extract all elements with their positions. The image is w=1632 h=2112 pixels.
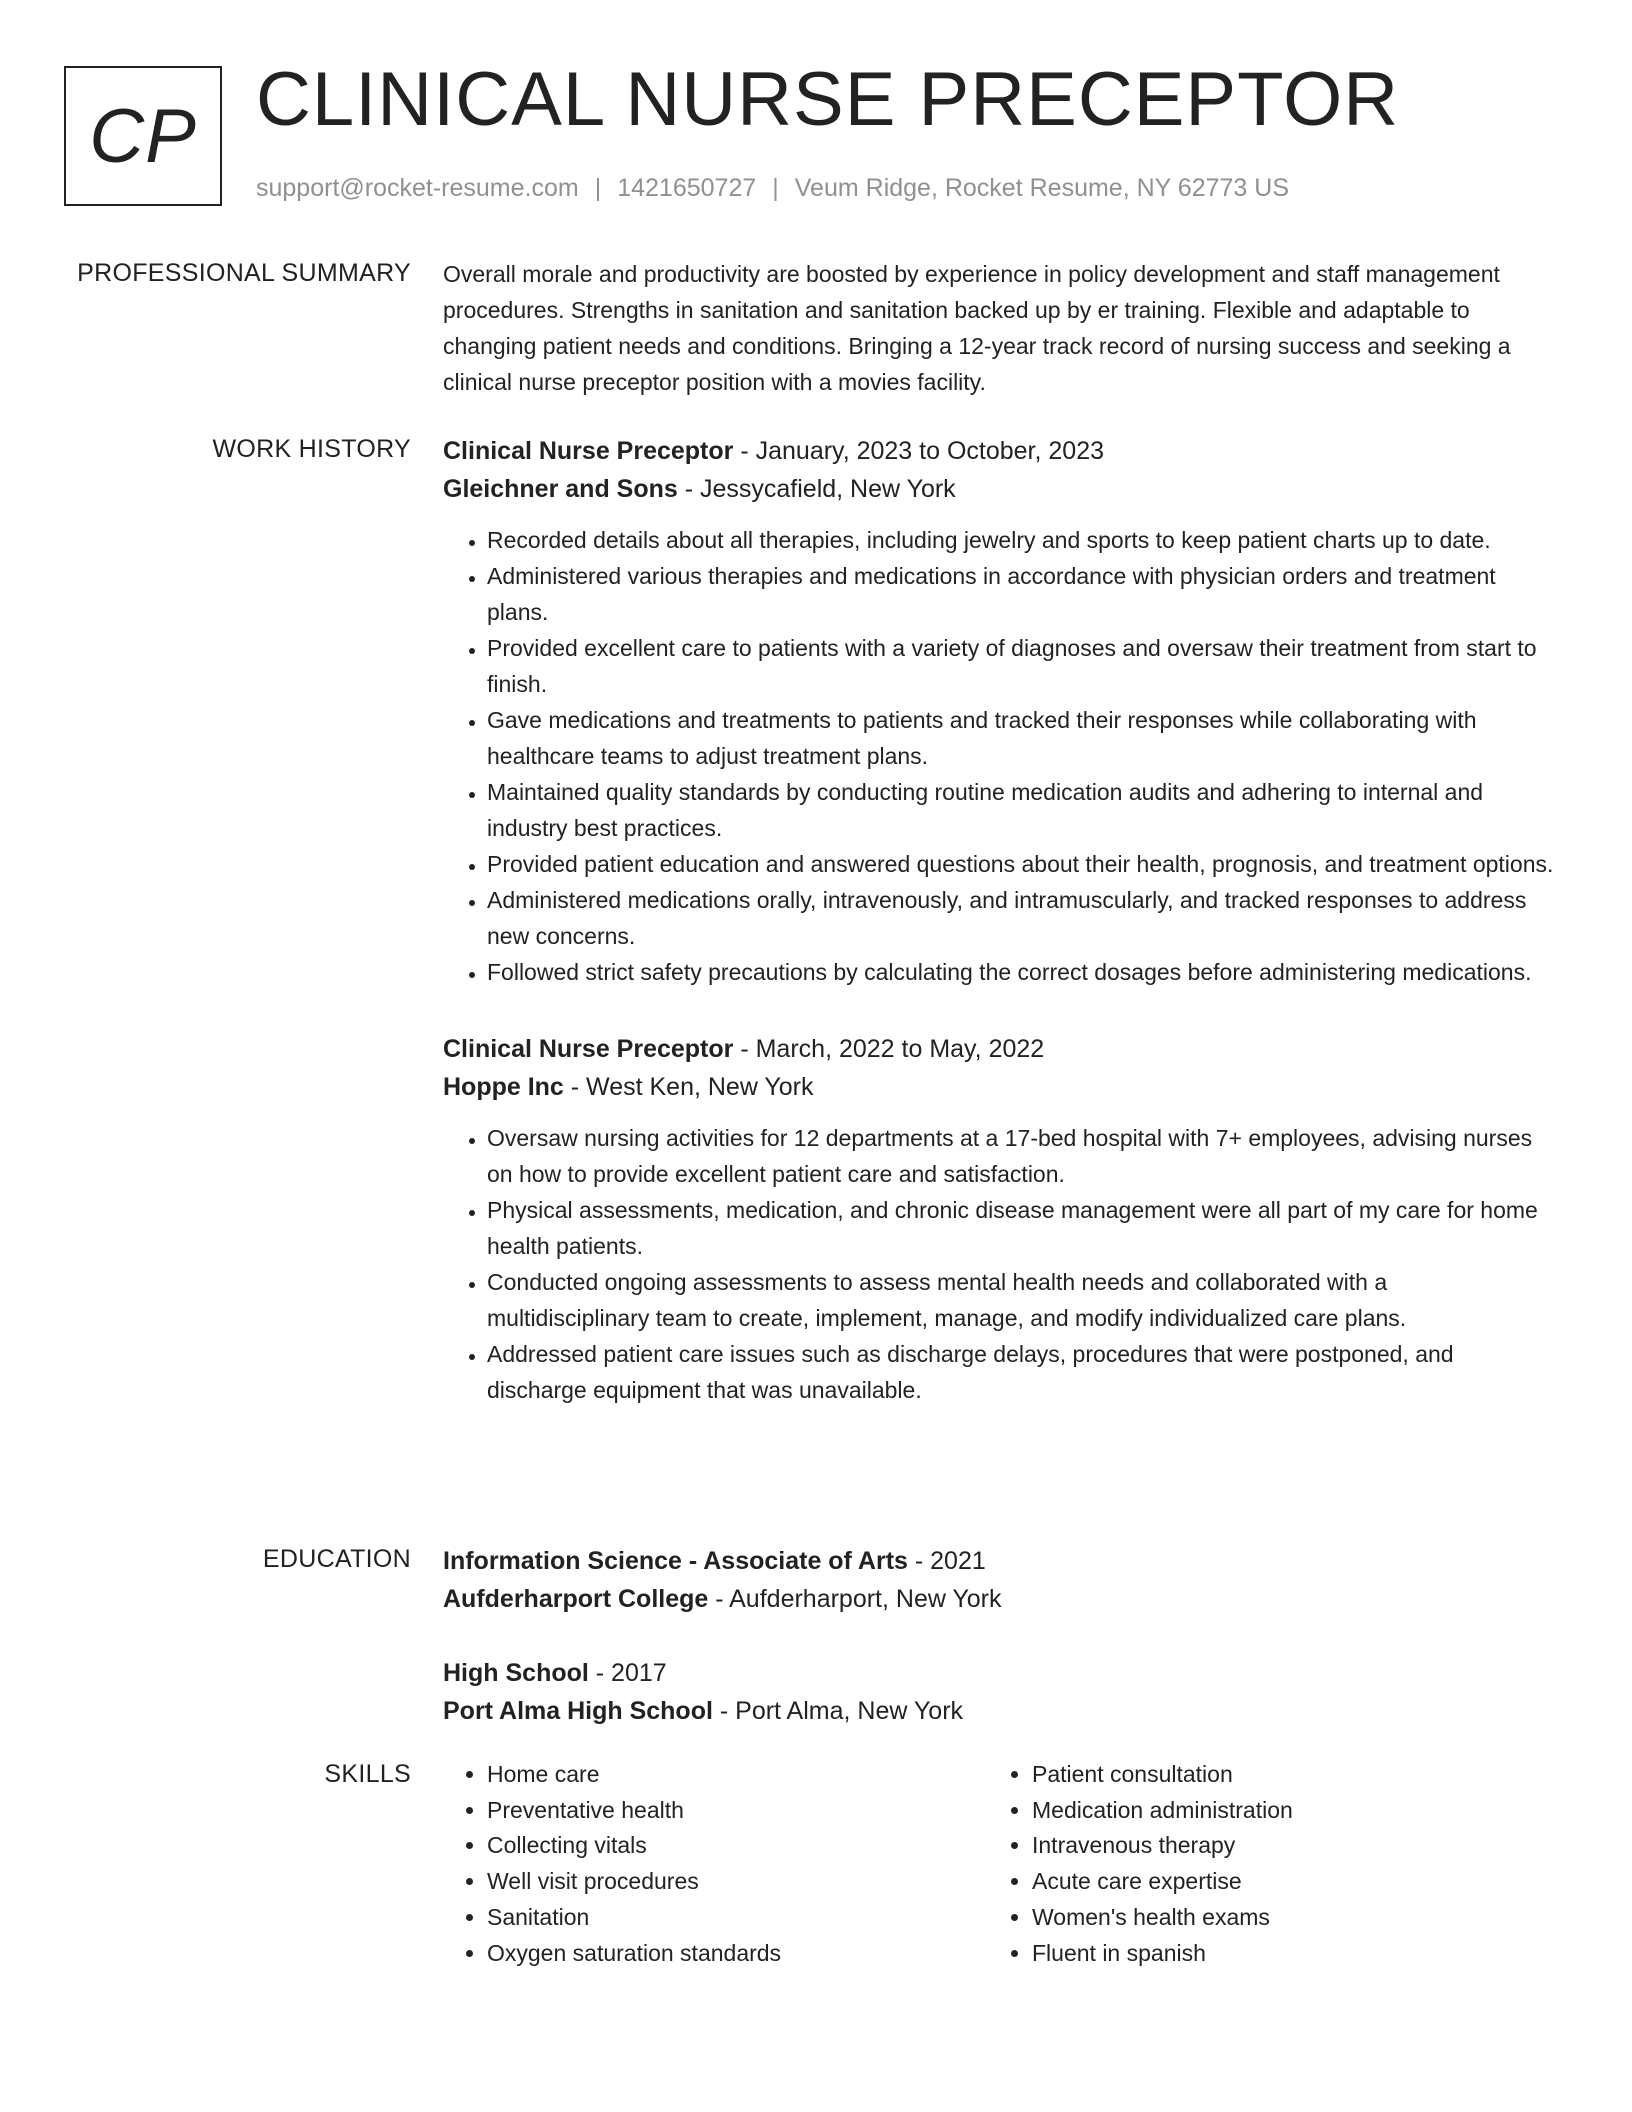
job-bullet: • Maintained quality standards by conducting routine medication audits and adhering to internal and industry best practices. (487, 774, 1555, 846)
job-company-line (443, 1068, 1555, 1106)
education-degree: Information Science - Associate of Arts (443, 1547, 908, 1575)
resume-name: CLINICAL NURSE PRECEPTOR (256, 57, 1400, 142)
job-company-line (443, 470, 1555, 508)
education-entry (443, 1654, 1555, 1730)
skill-item: • Well visit procedures (487, 1864, 988, 1900)
job-bullet: • Provided patient education and answered questions about their health, prognosis, and treatment options. (487, 846, 1555, 882)
job-bullet: • Oversaw nursing activities for 12 departments at a 17-bed hospital with 7+ employees, advising nurses on how to provide excellent patient care and satisfaction. (487, 1120, 1555, 1192)
job-bullet: • Addressed patient care issues such as discharge delays, procedures that were postponed, and discharge equipment that was unavailable. (487, 1336, 1555, 1408)
skill-item: • Preventative health (487, 1793, 988, 1829)
skills-column-right (988, 1757, 1533, 1971)
job-entry (443, 432, 1555, 990)
skill-item: • Collecting vitals (487, 1828, 988, 1864)
skill-item: • Intravenous therapy (1032, 1828, 1533, 1864)
education-school: Aufderharport College (443, 1585, 709, 1613)
job-dates: - March, 2022 to May, 2022 (733, 1035, 1045, 1063)
education-location: - Aufderharport, New York (708, 1585, 1002, 1613)
summary-body (443, 256, 1555, 400)
job-bullet: • Administered medications orally, intravenously, and intramuscularly, and tracked responses to address new concerns. (487, 882, 1555, 954)
education-degree-line (443, 1654, 1555, 1692)
skill-item: • Fluent in spanish (1032, 1936, 1533, 1972)
skills-list (988, 1757, 1533, 1971)
job-title-line (443, 1030, 1555, 1068)
skill-item: • Sanitation (487, 1900, 988, 1936)
contact-phone: 1421650727 (617, 174, 757, 202)
job-bullet: • Recorded details about all therapies, including jewelry and sports to keep patient charts up to date. (487, 522, 1555, 558)
job-bullet-list (443, 522, 1555, 990)
job-dates: - January, 2023 to October, 2023 (733, 437, 1104, 465)
skills-column-left (443, 1757, 988, 1971)
skill-item: • Home care (487, 1757, 988, 1793)
job-bullet: • Administered various therapies and medications in accordance with physician orders and treatment plans. (487, 558, 1555, 630)
skills-grid (443, 1757, 1555, 1971)
monogram-initials: CP (89, 93, 197, 179)
contact-separator: | (772, 174, 779, 202)
job-location: - Jessycafield, New York (677, 475, 956, 503)
section-label-skills: SKILLS (324, 1760, 411, 1788)
job-bullet: • Physical assessments, medication, and chronic disease management were all part of my care for home health patients. (487, 1192, 1555, 1264)
education-location: - Port Alma, New York (712, 1697, 964, 1725)
skill-item: • Patient consultation (1032, 1757, 1533, 1793)
contact-separator: | (594, 174, 602, 202)
education-school: Port Alma High School (443, 1697, 713, 1725)
job-title: Clinical Nurse Preceptor (443, 1035, 734, 1063)
section-label-work: WORK HISTORY (212, 435, 411, 463)
job-location: - West Ken, New York (563, 1073, 814, 1101)
education-body (443, 1542, 1555, 1766)
contact-email: support@rocket-resume.com (256, 174, 579, 202)
summary-text: Overall morale and productivity are boosted by experience in policy development and staff management procedures. Strengths in sanitation and sanitation backed up by er training. Flexible and adaptable to changing patient needs and conditions. Bringing a 12-year track record of nursing success and seeking a clinical nurse preceptor position with a movies facility. (443, 261, 1511, 395)
job-entry (443, 1030, 1555, 1408)
job-bullet: • Provided excellent care to patients with a variety of diagnoses and oversaw their treatment from start to finish. (487, 630, 1555, 702)
section-label-education: EDUCATION (262, 1545, 411, 1573)
job-title: Clinical Nurse Preceptor (443, 437, 734, 465)
work-body (443, 432, 1555, 1448)
job-company: Hoppe Inc (443, 1073, 564, 1101)
contact-address: Veum Ridge, Rocket Resume, NY 62773 US (794, 174, 1290, 202)
job-bullet: • Gave medications and treatments to patients and tracked their responses while collaborating with healthcare teams to adjust treatment plans. (487, 702, 1555, 774)
education-school-line (443, 1692, 1555, 1730)
skill-item: • Medication administration (1032, 1793, 1533, 1829)
education-degree: High School (443, 1659, 589, 1687)
contact-line (256, 174, 1289, 203)
education-degree-line (443, 1542, 1555, 1580)
section-label-summary: PROFESSIONAL SUMMARY (77, 259, 411, 287)
job-bullet: • Conducted ongoing assessments to assess mental health needs and collaborated with a multidisciplinary team to create, implement, manage, and modify individualized care plans. (487, 1264, 1555, 1336)
monogram-box (64, 66, 222, 206)
education-year: - 2021 (907, 1547, 986, 1575)
education-year: - 2017 (588, 1659, 667, 1687)
job-company: Gleichner and Sons (443, 475, 678, 503)
education-entry (443, 1542, 1555, 1618)
skill-item: • Acute care expertise (1032, 1864, 1533, 1900)
job-title-line (443, 432, 1555, 470)
skills-list (443, 1757, 988, 1971)
job-bullet-list (443, 1120, 1555, 1408)
job-bullet: • Followed strict safety precautions by calculating the correct dosages before administering medications. (487, 954, 1555, 990)
skill-item: • Women's health exams (1032, 1900, 1533, 1936)
education-school-line (443, 1580, 1555, 1618)
skills-body (443, 1757, 1555, 1971)
skill-item: • Oxygen saturation standards (487, 1936, 988, 1972)
